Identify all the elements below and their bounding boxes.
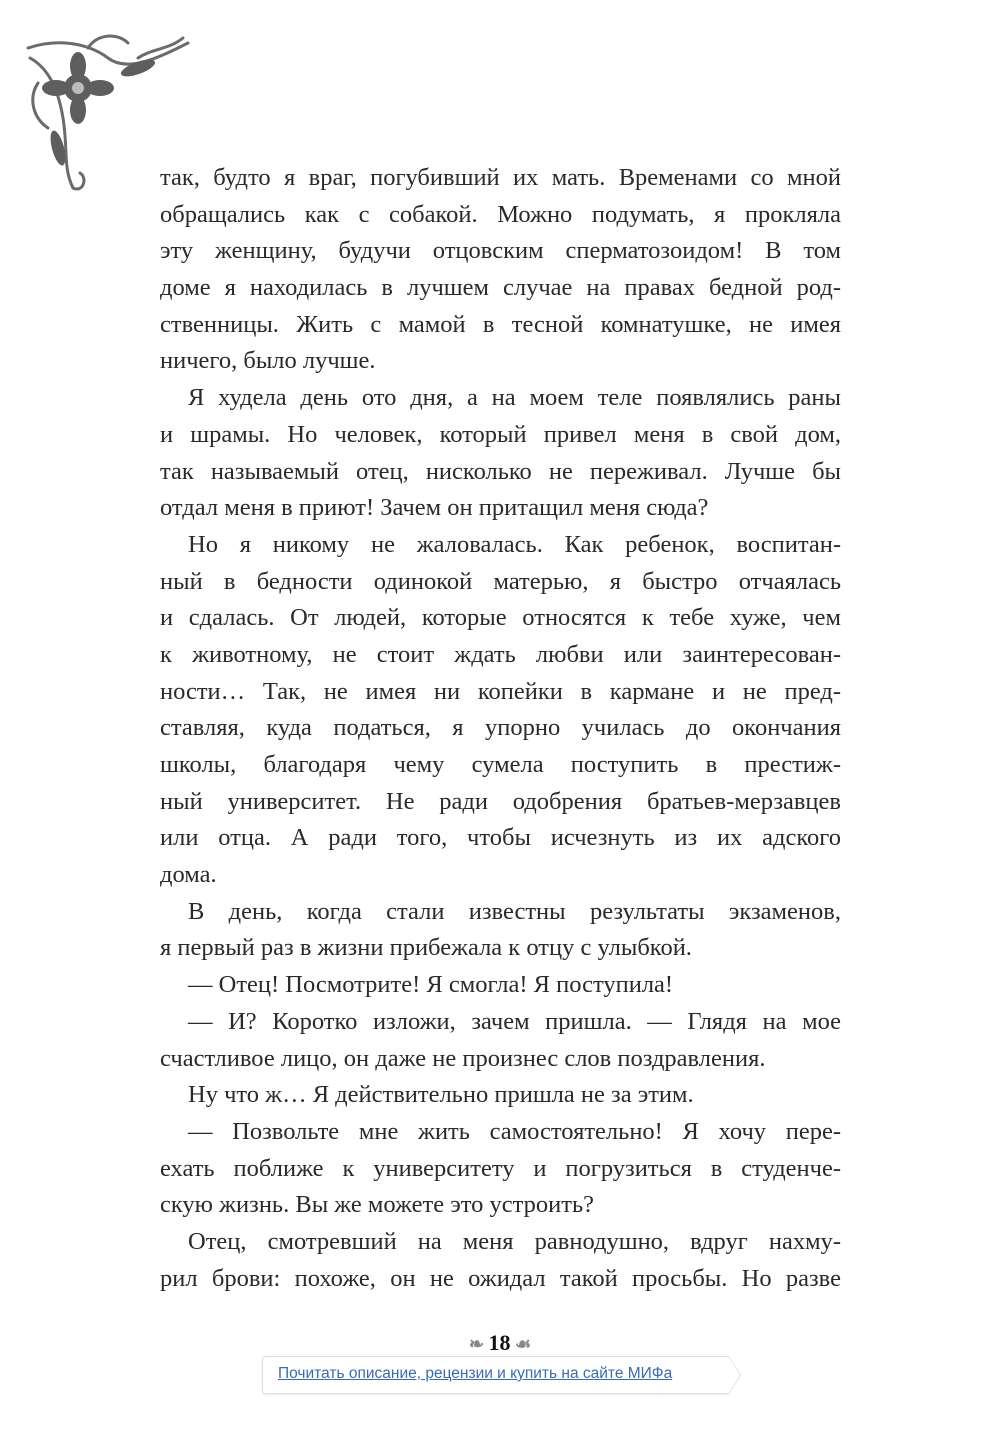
text-line: ности… Так, не имея ни копейки в кармане и не пред- bbox=[160, 677, 841, 705]
text-line: Но я никому не жаловалась. Как ребенок, воспитан- bbox=[188, 530, 841, 558]
text-line: дома. bbox=[160, 861, 217, 889]
text-line: и шрамы. Но человек, который привел меня в свой дом, bbox=[160, 420, 841, 448]
text-line: к животному, не стоит ждать любви или заинтересован- bbox=[160, 640, 841, 668]
text-line: — И? Коротко изложи, зачем пришла. — Глядя на мое bbox=[188, 1007, 841, 1035]
text-line: скую жизнь. Вы же можете это устроить? bbox=[160, 1191, 594, 1219]
buy-link[interactable]: Почитать описание, рецензии и купить на сайте МИФа bbox=[278, 1365, 673, 1382]
page-number-right-flourish-icon: ☙ bbox=[510, 1334, 532, 1354]
buy-link-banner[interactable] bbox=[262, 1356, 729, 1394]
text-line: или отца. А ради того, чтобы исчезнуть из их адского bbox=[160, 824, 841, 852]
text-line: ный в бедности одинокой матерью, я быстро отчаялась bbox=[160, 567, 841, 595]
text-line: отдал меня в приют! Зачем он притащил меня сюда? bbox=[160, 494, 709, 522]
text-line: счастливое лицо, он даже не произнес слов поздравления. bbox=[160, 1044, 766, 1072]
text-line: ставляя, куда податься, я упорно училась до окончания bbox=[160, 714, 841, 742]
page-number-value: 18 bbox=[488, 1330, 511, 1355]
text-line: В день, когда стали известны результаты экзаменов, bbox=[188, 897, 841, 925]
text-line: эту женщину, будучи отцовским сперматозоидом! В том bbox=[160, 237, 841, 265]
page-number-left-flourish-icon: ❧ bbox=[468, 1334, 489, 1354]
text-line: — Отец! Посмотрите! Я смогла! Я поступила! bbox=[188, 971, 674, 999]
text-line: рил брови: похоже, он не ожидал такой просьбы. Но разве bbox=[160, 1264, 841, 1292]
text-line: Отец, смотревший на меня равнодушно, вдруг нахму- bbox=[188, 1227, 841, 1255]
text-line: так, будто я враг, погубивший их мать. Временами со мной bbox=[160, 164, 841, 191]
page-number bbox=[448, 1330, 552, 1356]
text-line: Ну что ж… Я действительно пришла не за этим. bbox=[188, 1081, 694, 1109]
text-line: Я худела день ото дня, а на моем теле появлялись раны bbox=[188, 384, 841, 412]
text-line: ственницы. Жить с мамой в тесной комнатушке, не имея bbox=[160, 310, 841, 338]
text-line: доме я находилась в лучшем случае на правах бедной род- bbox=[160, 274, 841, 302]
text-line: ехать поближе к университету и погрузиться в студенче- bbox=[160, 1154, 841, 1182]
text-line: и сдалась. От людей, которые относятся к тебе хуже, чем bbox=[160, 604, 841, 632]
text-line: так называемый отец, нисколько не переживал. Лучше бы bbox=[160, 457, 841, 485]
text-line: обращались как с собакой. Можно подумать, я прокляла bbox=[160, 200, 841, 228]
text-line: ничего, было лучше. bbox=[160, 347, 376, 375]
body-text bbox=[160, 160, 841, 1297]
text-line: — Позвольте мне жить самостоятельно! Я хочу пере- bbox=[188, 1117, 841, 1145]
text-line: я первый раз в жизни прибежала к отцу с улыбкой. bbox=[160, 934, 692, 962]
text-line: ный университет. Не ради одобрения братьев-мерзавцев bbox=[160, 787, 841, 815]
text-line: школы, благодаря чему сумела поступить в престиж- bbox=[160, 751, 841, 778]
